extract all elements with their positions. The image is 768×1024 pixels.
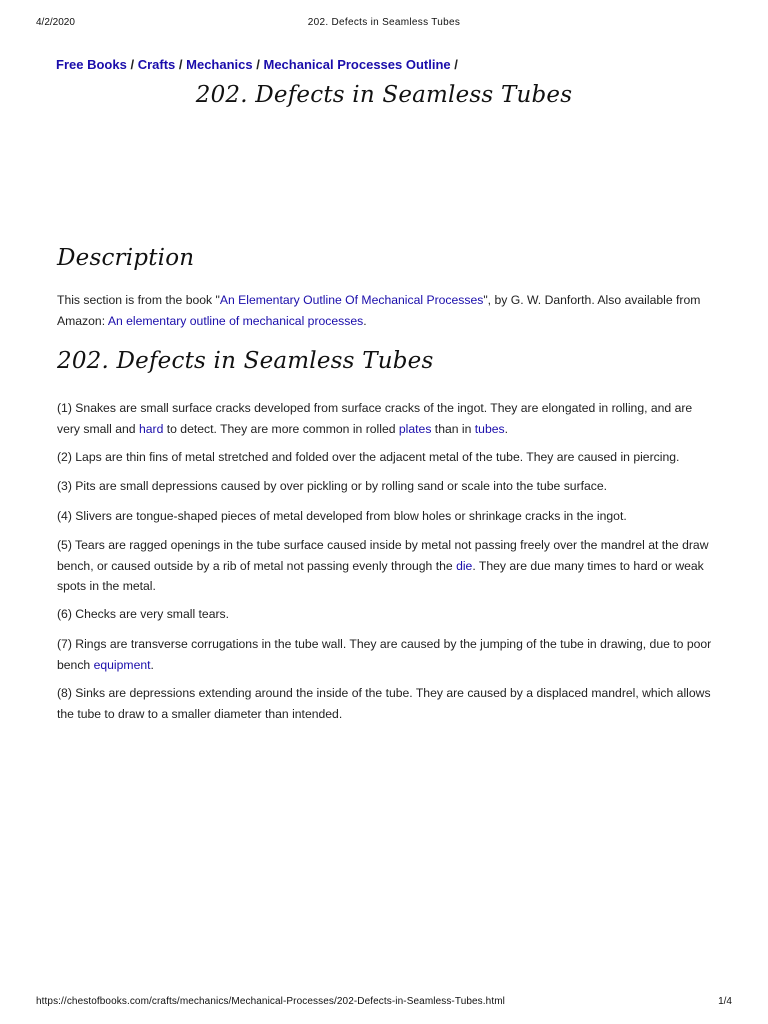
print-page-number: 1/4 <box>718 996 732 1007</box>
paragraph-text: (1) Snakes are small surface cracks developed from surface cracks of the ingot. They are elongated in rolling, and are very small and <box>57 401 693 436</box>
print-header <box>0 17 768 31</box>
print-footer <box>0 996 768 1010</box>
amazon-link[interactable]: An elementary outline of mechanical processes <box>107 313 364 328</box>
breadcrumb-separator: / <box>130 57 135 72</box>
description-heading: Description <box>57 245 195 271</box>
paragraph-laps: (2) Laps are thin fins of metal stretched and folded over the adjacent metal of the tube. They are caused in piercing. <box>57 450 680 464</box>
paragraph-checks: (6) Checks are very small tears. <box>57 607 230 621</box>
paragraph-text: . <box>150 657 154 672</box>
paragraph-rings <box>57 634 717 675</box>
paragraph-text: (7) Rings are transverse corrugations in the tube wall. They are caused by the jumping of the tube in drawing, due to poor bench <box>57 637 712 672</box>
paragraph-text: . <box>504 421 509 436</box>
description-text: ", by G. W. Danforth. Also available from Amazon: <box>57 293 701 328</box>
breadcrumb-separator: / <box>454 57 458 72</box>
paragraph-snakes <box>57 398 717 439</box>
breadcrumb-mechanics[interactable]: Mechanics <box>186 57 253 72</box>
paragraph-tears <box>57 535 717 597</box>
paragraph-slivers: (4) Slivers are tongue-shaped pieces of metal developed from blow holes or shrinkage cracks in the ingot. <box>57 509 627 523</box>
print-date: 4/2/2020 <box>36 17 75 28</box>
paragraph-pits: (3) Pits are small depressions caused by over pickling or by rolling sand or scale into the tube surface. <box>57 479 608 493</box>
link-tubes[interactable]: tubes <box>474 421 505 436</box>
breadcrumb <box>56 57 458 72</box>
paragraph-text: than in <box>431 421 475 436</box>
breadcrumb-free-books[interactable]: Free Books <box>56 57 127 72</box>
page-title: 202. Defects in Seamless Tubes <box>195 82 573 108</box>
section-heading: 202. Defects in Seamless Tubes <box>57 348 434 374</box>
breadcrumb-separator: / <box>178 57 183 72</box>
description-paragraph <box>57 290 717 331</box>
paragraph-text: to detect. They are more common in rolled <box>163 421 399 436</box>
paragraph-sinks: (8) Sinks are depressions extending around the inside of the tube. They are caused by a displaced mandrel, which allows the tube to draw to a smaller diameter than intended. <box>57 686 711 721</box>
breadcrumb-mechanical-processes-outline[interactable]: Mechanical Processes Outline <box>263 57 451 72</box>
link-hard[interactable]: hard <box>138 421 164 436</box>
breadcrumb-separator: / <box>256 57 260 72</box>
description-text: This section is from the book " <box>57 293 220 307</box>
book-link[interactable]: An Elementary Outline Of Mechanical Processes <box>219 293 484 307</box>
breadcrumb-crafts[interactable]: Crafts <box>137 57 176 72</box>
description-text: . <box>363 313 367 328</box>
link-die[interactable]: die <box>456 558 473 573</box>
paragraph-text: (5) Tears are ragged openings in the tube surface caused inside by metal not passing freely over the mandrel at the draw bench, or caused outside by a rib of metal not passing evenly through the <box>57 538 709 573</box>
print-url: https://chestofbooks.com/crafts/mechanics/Mechanical-Processes/202-Defects-in-Seamless-Tubes.html <box>36 996 505 1007</box>
print-title: 202. Defects in Seamless Tubes <box>307 17 461 28</box>
paragraph-text: . They are due many times to hard or weak spots in the metal. <box>57 558 704 593</box>
link-plates[interactable]: plates <box>398 421 432 436</box>
link-equipment[interactable]: equipment <box>93 657 151 672</box>
